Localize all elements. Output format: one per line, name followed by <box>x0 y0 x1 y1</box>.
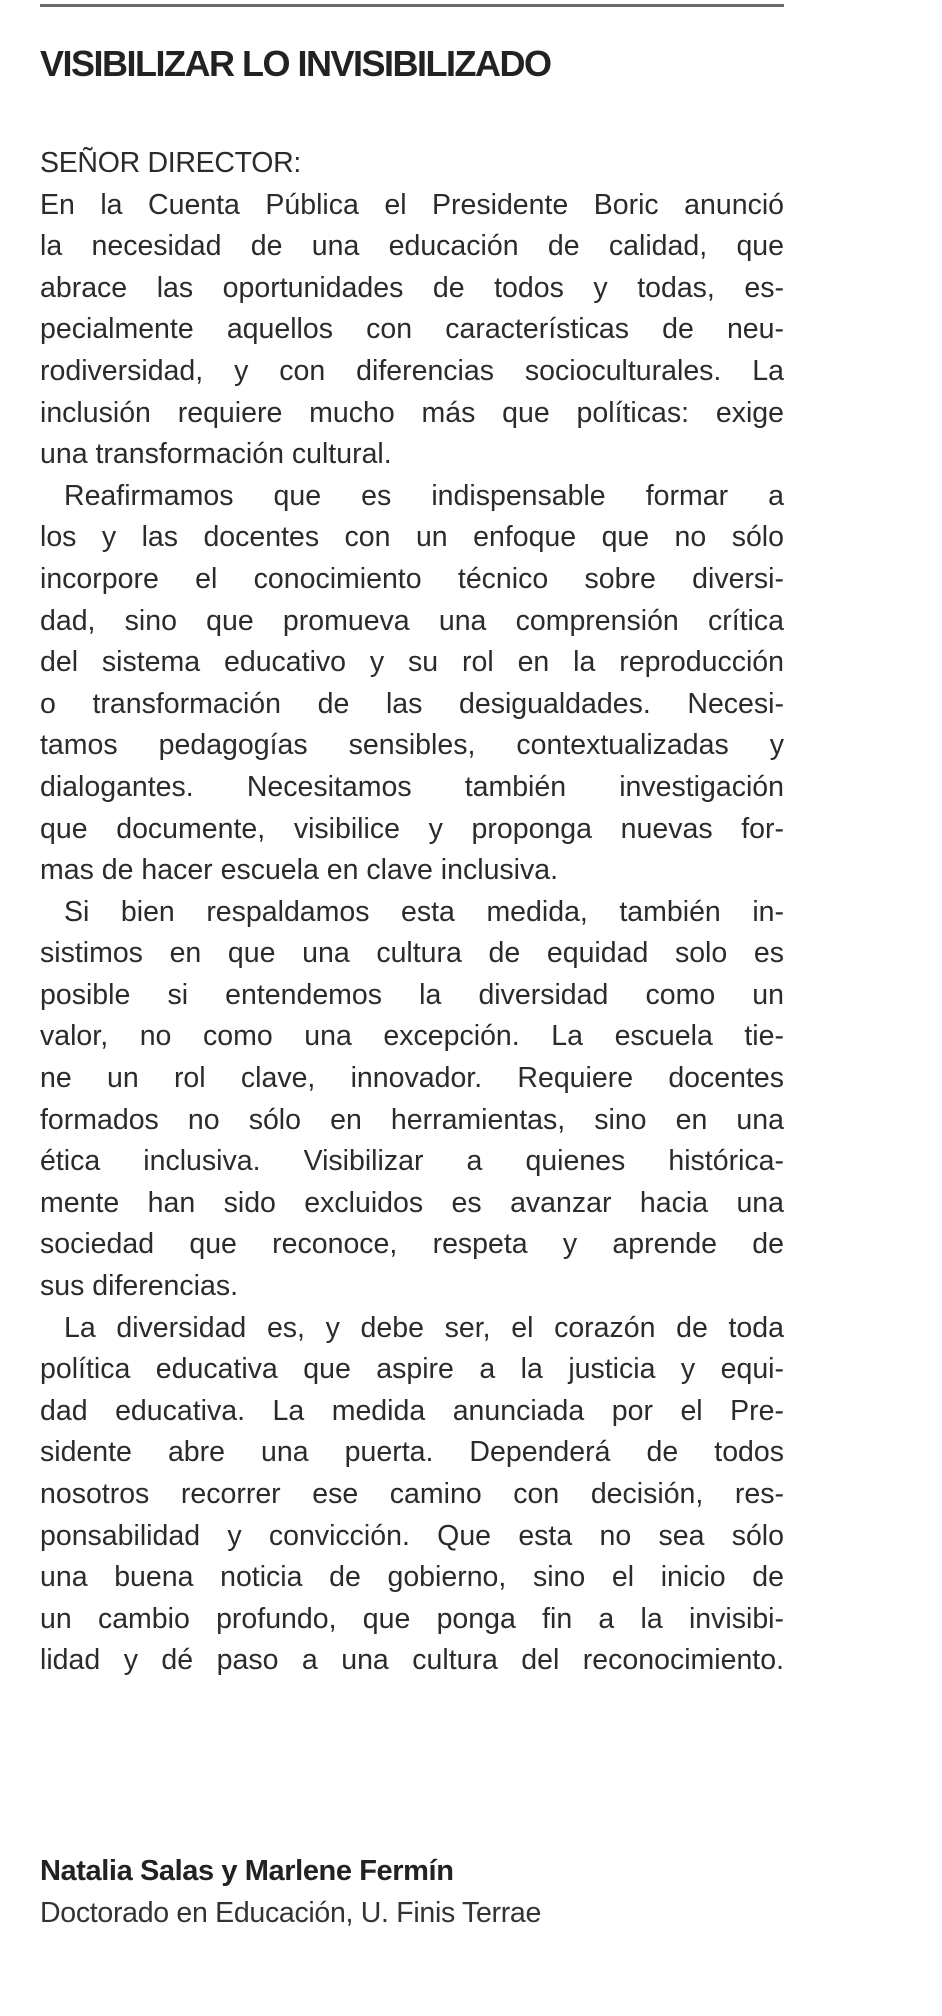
text-line: rodiversidad, y con diferencias socioculturales. La <box>40 354 784 387</box>
text-line: un cambio profundo, que ponga fin a la invisibi- <box>40 1602 784 1635</box>
text-line: sus diferencias. <box>40 1270 239 1303</box>
author-names: Natalia Salas y Marlene Fermín <box>40 1855 454 1887</box>
text-line: dad educativa. La medida anunciada por el Pre- <box>40 1394 784 1427</box>
paragraph-1 <box>40 185 784 476</box>
text-line: los y las docentes con un enfoque que no sólo <box>40 521 784 554</box>
text-line: pecialmente aquellos con características de neu- <box>40 313 784 346</box>
signature-block <box>40 1850 784 1934</box>
text-line: ética inclusiva. Visibilizar a quienes histórica- <box>40 1145 784 1178</box>
paragraph-3 <box>40 892 784 1308</box>
text-line: Si bien respaldamos esta medida, también in- <box>64 895 784 928</box>
text-line: sociedad que reconoce, respeta y aprende de <box>40 1228 784 1261</box>
text-line: En la Cuenta Pública el Presidente Boric anunció <box>40 188 784 221</box>
text-line: o transformación de las desigualdades. Necesi- <box>40 687 784 720</box>
text-line: sidente abre una puerta. Dependerá de todos <box>40 1436 784 1469</box>
salutation: SEÑOR DIRECTOR: <box>40 147 302 179</box>
text-line: posible si entendemos la diversidad como un <box>40 978 784 1011</box>
text-line: una transformación cultural. <box>40 438 392 471</box>
text-line: dad, sino que promueva una comprensión crítica <box>40 604 784 637</box>
text-line: inclusión requiere mucho más que políticas: exige <box>40 396 784 429</box>
text-line: incorpore el conocimiento técnico sobre diversi- <box>40 562 784 595</box>
text-line: formados no sólo en herramientas, sino en una <box>40 1103 784 1136</box>
text-line: abrace las oportunidades de todos y todas, es- <box>40 271 784 304</box>
text-line: ponsabilidad y convicción. Que esta no sea sólo <box>40 1519 784 1552</box>
paragraph-2 <box>40 476 784 892</box>
text-line: nosotros recorrer ese camino con decisión, res- <box>40 1478 784 1510</box>
text-line: la necesidad de una educación de calidad, que <box>40 230 784 263</box>
text-line: Reafirmamos que es indispensable formar a <box>64 479 784 512</box>
letter-body <box>40 143 784 1682</box>
top-divider <box>40 4 784 7</box>
text-line: La diversidad es, y debe ser, el corazón de toda <box>64 1311 784 1344</box>
text-line: mente han sido excluidos es avanzar hacia una <box>40 1186 784 1219</box>
text-line: dialogantes. Necesitamos también investigación <box>40 770 784 803</box>
text-line: ne un rol clave, innovador. Requiere docentes <box>40 1062 784 1095</box>
letter-headline: VISIBILIZAR LO INVISIBILIZADO <box>40 43 551 84</box>
text-line: que documente, visibilice y proponga nuevas for- <box>40 812 784 845</box>
text-line: tamos pedagogías sensibles, contextualizadas y <box>40 729 784 762</box>
paragraph-4 <box>40 1308 784 1682</box>
text-line: una buena noticia de gobierno, sino el inicio de <box>40 1561 784 1594</box>
text-line: sistimos en que una cultura de equidad solo es <box>40 937 784 970</box>
text-line: valor, no como una excepción. La escuela tie- <box>40 1020 784 1053</box>
text-line: lidad y dé paso a una cultura del reconocimiento. <box>40 1644 784 1677</box>
text-line: política educativa que aspire a la justicia y equi- <box>40 1353 784 1386</box>
author-affiliation: Doctorado en Educación, U. Finis Terrae <box>40 1897 542 1929</box>
text-line: mas de hacer escuela en clave inclusiva. <box>40 854 559 887</box>
text-line: del sistema educativo y su rol en la reproducción <box>40 646 784 679</box>
